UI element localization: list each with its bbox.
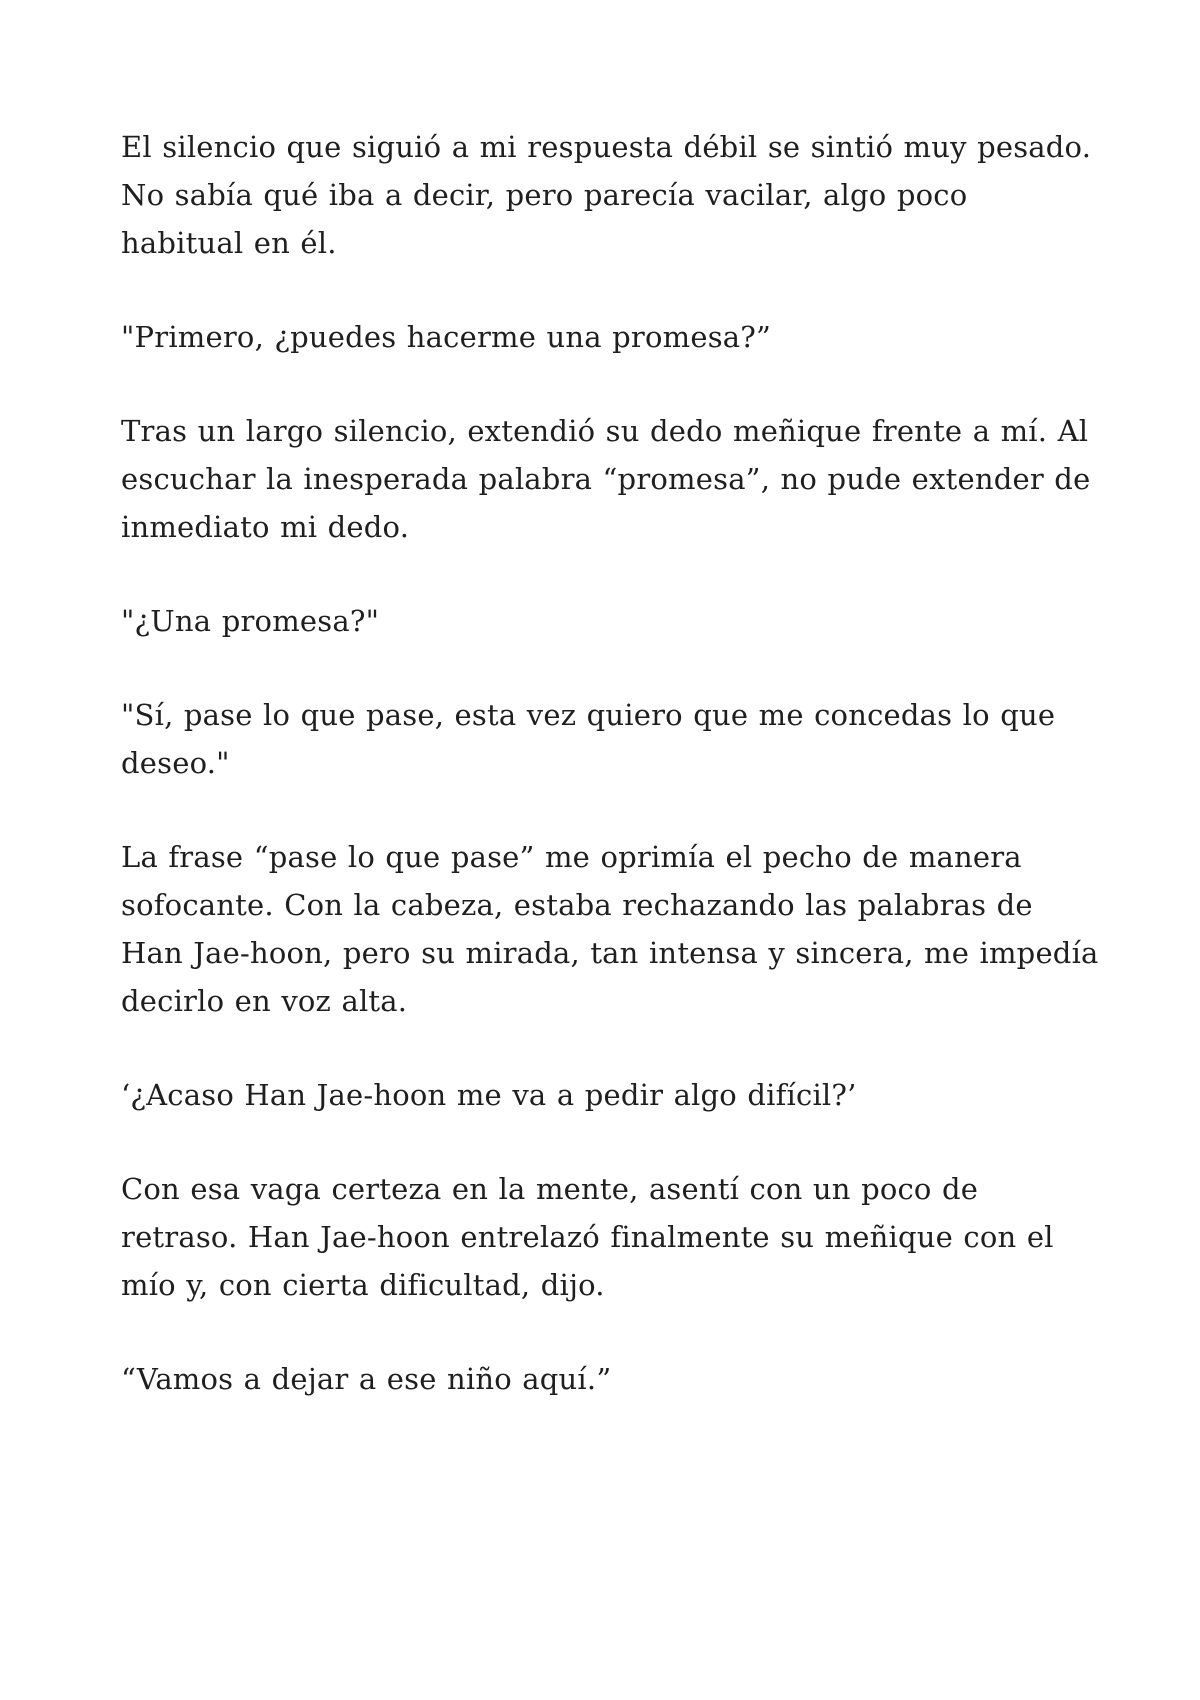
paragraph-9: “Vamos a dejar a ese niño aquí.” bbox=[121, 1362, 612, 1396]
paragraph-5: "Sí, pase lo que pase, esta vez quiero que me concedas lo que deseo." bbox=[121, 698, 1056, 780]
paragraph-2: "Primero, ¿puedes hacerme una promesa?” bbox=[121, 320, 772, 354]
paragraph-6: La frase “pase lo que pase” me oprimía el pecho de manera sofocante. Con la cabeza, estaba rechazando las palabras de Han Jae-hoon, pero su mirada, tan intensa y sincera, me impedía decirlo en voz alta. bbox=[121, 840, 1099, 1018]
paragraph-3: Tras un largo silencio, extendió su dedo meñique frente a mí. Al escuchar la inesperada palabra “promesa”, no pude extender de inmediato mi dedo. bbox=[121, 414, 1091, 544]
paragraph-8: Con esa vaga certeza en la mente, asentí con un poco de retraso. Han Jae-hoon entrelazó finalmente su meñique con el mío y, con cierta dificultad, dijo. bbox=[121, 1172, 1054, 1302]
paragraph-7: ‘¿Acaso Han Jae-hoon me va a pedir algo difícil?’ bbox=[121, 1078, 857, 1112]
paragraph-1: El silencio que siguió a mi respuesta débil se sintió muy pesado. No sabía qué iba a decir, pero parecía vacilar, algo poco habitual en él. bbox=[121, 130, 1092, 260]
paragraph-4: "¿Una promesa?" bbox=[121, 604, 380, 638]
